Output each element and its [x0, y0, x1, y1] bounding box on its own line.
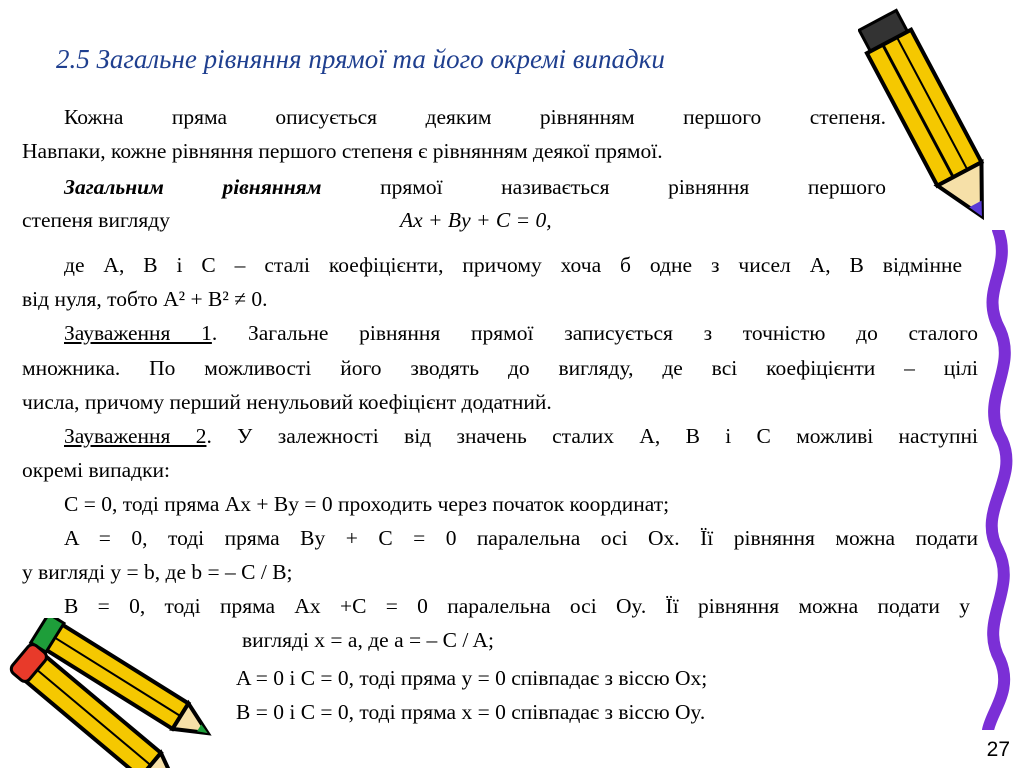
text-line: Навпаки, кожне рівняння першого степеня є рівнянням деякої прямої.: [22, 139, 663, 163]
text-line: [64, 320, 978, 346]
text-span: прямої називається рівняння першого: [321, 175, 886, 199]
text-line: [64, 423, 978, 449]
term-bold: Загальним рівнянням: [64, 175, 322, 199]
note-label: Зауваження 2: [64, 424, 207, 448]
text-line: [22, 207, 170, 233]
case-line: B = 0 і C = 0, тоді пряма x = 0 співпадає з віссю Oy.: [236, 700, 706, 724]
formula: Ax + By + C = 0,: [400, 208, 552, 232]
case-line: A = 0 і C = 0, тоді пряма y = 0 співпадає з віссю Ox;: [236, 666, 708, 690]
text-line: числа, причому перший ненульовий коефіцієнт додатний.: [22, 390, 552, 414]
case-line: C = 0, тоді пряма Ax + By = 0 проходить через початок координат;: [64, 492, 670, 516]
case-line: вигляді x = a, де a = – C / A;: [242, 628, 494, 652]
text-span: степеня вигляду: [22, 208, 170, 232]
text-line: Кожна пряма описується деяким рівнянням першого степеня.: [64, 105, 886, 129]
page-title: 2.5 Загальне рівняння прямої та його окремі випадки: [56, 44, 665, 74]
text-line: від нуля, тобто A² + B² ≠ 0.: [22, 287, 268, 311]
pencil-icon: [858, 0, 1008, 245]
text-line: де A, B і C – сталі коефіцієнти, причому хоча б одне з чисел A, B відмінне: [64, 253, 962, 277]
page-number: 27: [986, 738, 1010, 761]
text-line: окремі випадки:: [22, 458, 171, 482]
case-line: B = 0, тоді пряма Ax +C = 0 паралельна осі Oy. Її рівняння можна подати у: [64, 594, 970, 618]
note-label: Зауваження 1: [64, 321, 212, 345]
case-line: у вигляді y = b, де b = – C / B;: [22, 560, 293, 584]
text-line: множника. По можливості його зводять до вигляду, де всі коефіцієнти – цілі: [22, 356, 978, 380]
case-line: A = 0, тоді пряма By + C = 0 паралельна осі Ox. Її рівняння можна подати: [64, 526, 978, 550]
text-line: [64, 174, 886, 200]
pencils-icon: [0, 618, 225, 768]
squiggle-icon: [958, 230, 1024, 730]
text-span: . Загальне рівняння прямої записується з точністю до сталого: [211, 321, 978, 345]
text-span: . У залежності від значень сталих A, B і C можливі наступні: [206, 424, 978, 448]
